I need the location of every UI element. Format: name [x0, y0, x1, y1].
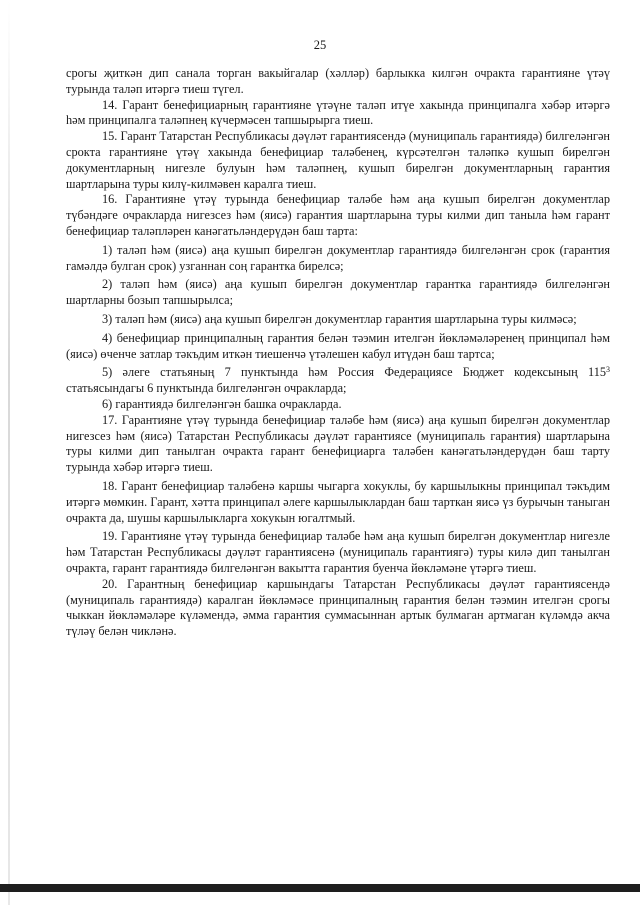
- superscript-3: 3: [606, 365, 610, 375]
- list-item-16-3: 3) таләп һәм (яисә) аңа кушып бирелгән документлар гарантия шартларына туры килмәсә;: [102, 311, 577, 326]
- page-number: 25: [313, 38, 327, 52]
- list-item-16-6: 6) гарантиядә билгеләнгән башка очракларда.: [102, 396, 342, 411]
- scan-edge-left: [8, 0, 10, 905]
- paragraph-20: 20. Гарантның бенефициар каршындагы Татарстан Республикасы дәүләт гарантиясендә (муниципаль гарантиядә) каралган йөкләмәсе принципалның гарантия белән тәэмин ителгән срогы чыккан йөкләмәләре күләмендә, әмма гарантия суммасыннан артык булмаган артмаган күләмдә акча түләү белән чикләнә.: [66, 576, 610, 639]
- list-item-16-5-text-b: статьясындагы 6 пунктында билгеләнгән очракларда;: [66, 381, 347, 396]
- list-item-16-1: 1) таләп һәм (яисә) аңа кушып бирелгән документлар гарантиядә билгеләнгән срок (гарантия гамәлдә булган срок) узганнан соң гарантка бирелсә;: [66, 242, 610, 273]
- paragraph-18: 18. Гарант бенефициар таләбенә каршы чыгарга хокуклы, бу каршылыкны принципал тәкъдим итәргә мөмкин. Гарант, хәтта принципал әлеге каршылыклардан баш тарткан яисә үз бурычын таныган очракта да, шушы каршылыкларга хокукын югалтмый.: [66, 478, 610, 525]
- list-item-16-2: 2) таләп һәм (яисә) аңа кушып бирелгән документлар гарантка гарантиядә билгеләнгән шартларны бозып тапшырылса;: [66, 277, 610, 308]
- list-item-16-5: [66, 365, 610, 397]
- scan-edge-bottom: [0, 884, 640, 892]
- paragraph-17: 17. Гарантияне үтәү турында бенефициар таләбе һәм (яисә) аңа кушып бирелгән документлар нигезсез һәм (яисә) Татарстан Республикасы дәүләт гарантиясе (муниципаль гарантия) шартларына туры килми дип танылган очракта гарант бенефициарга таләбен канәгатьләндерүдән баш тарту турында хәбәр итәргә тиеш.: [66, 412, 610, 475]
- paragraph-14: 14. Гарант бенефициарның гарантияне үтәүне таләп итүе хакында принципалга хәбәр итәргә һәм принципалга таләпнең күчермәсен тапшырырга тиеш.: [66, 97, 610, 128]
- paragraph-16: 16. Гарантияне үтәү турында бенефициар таләбе һәм аңа кушып бирелгән документлар түбәндәге очракларда нигезсез һәм (яисә) гарантия шартларына туры килми дип танылa һәм гарант бенефициар таләпләрен канәгатьләндерүдән баш тарта:: [66, 192, 610, 238]
- document-body: [66, 66, 610, 640]
- paragraph-continuation: срогы җиткән дип санала торган вакыйгалар (хәлләр) барлыкка килгән очракта гарантияне үтәү турында таләп итәргә тиеш түгел.: [66, 66, 610, 96]
- list-item-16-5-text-a: 5) әлеге статьяның 7 пунктында һәм Россия Федерациясе Бюджет кодексының 115: [102, 365, 606, 380]
- paragraph-19: 19. Гарантияне үтәү турында бенефициар таләбе һәм аңа кушып бирелгән документлар нигезле һәм Татарстан Республикасы дәүләт гарантиясенә (муниципаль гарантиягә) туры килә дип танылган очракта, гарант гарантиядә билгеләнгән вакытта гарантия буенча йөкләмәне үтәргә тиеш.: [66, 529, 610, 575]
- paragraph-15: 15. Гарант Татарстан Республикасы дәүләт гарантиясендә (муниципаль гарантиядә) билгеләнгән срокта гарантияне үтәү хакында бенефициар таләбенең, күрсәтелгән таләпкә кушып бирелгән документларның нигезле булуын һәм таләпнең, кушып бирелгән документларның гарантия шартларына туры килү-килмәвен каралга тиеш.: [66, 129, 610, 191]
- list-item-16-4: 4) бенефициар принципалның гарантия белән тәэмин ителгән йөкләмәләренең принципал һәм (яисә) өченче затлар тәкъдим иткән тиешенчә үтәлешен кабул итүдән баш тартса;: [66, 330, 610, 361]
